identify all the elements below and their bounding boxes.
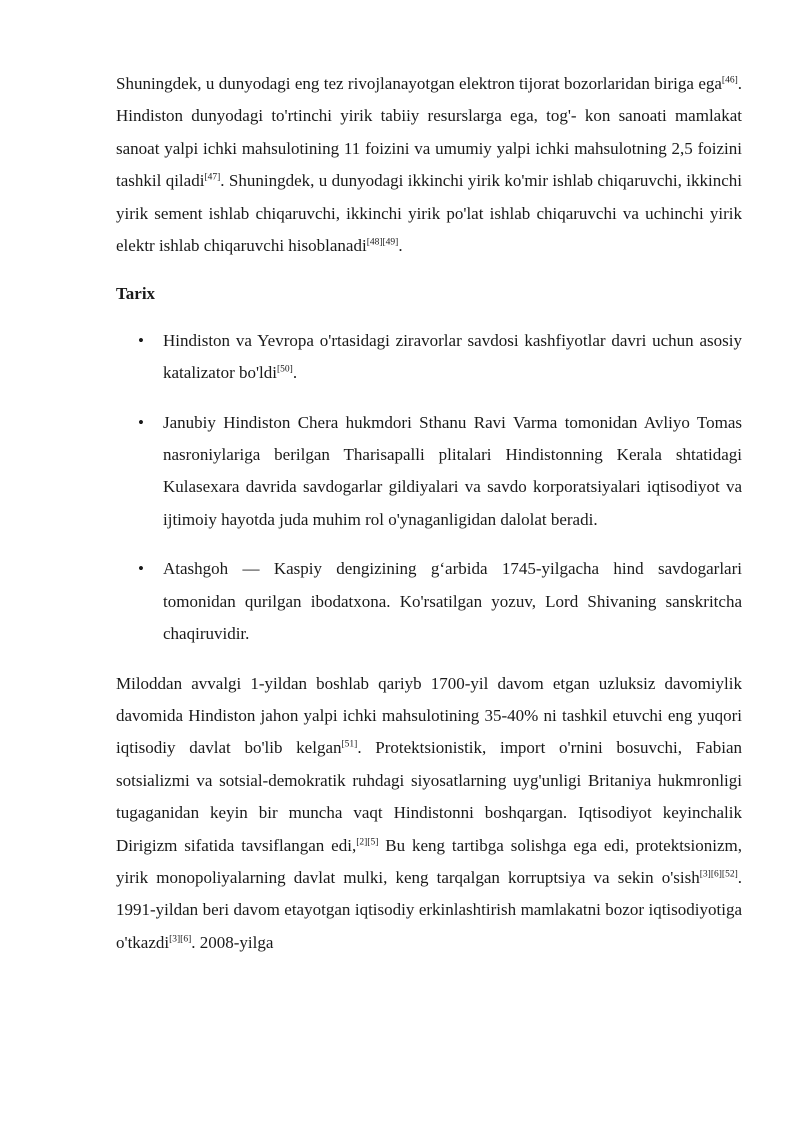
bullet-icon: • xyxy=(138,330,144,350)
bullet-icon: • xyxy=(138,559,144,579)
paragraph-economy-intro xyxy=(116,68,742,262)
citation-ref[interactable]: [50] xyxy=(277,364,293,375)
paragraph-text: . Hindiston dunyodagi to'rtinchi yirik tabiiy resurslarga ega, tog'- kon sanoati mamlakat sanoat yalpi ichki mahsulotining 11 foizini va umumiy yalpi ichki mahsulotning 2,5 foizini tashkil qiladi xyxy=(116,74,742,191)
paragraph-text: . Protektsionistik, import o'rnini bosuvchi, Fabian sotsializmi va sotsial-demokratik ruhdagi siyosatlarning uyg'unligi Britaniya hukmronligi tugaganidan keyin bir muncha vaqt Hindistonni boshqargan. Iqtisodiyot keyinchalik Dirigizm sifatida tavsiflangan edi, xyxy=(116,738,742,855)
document-page xyxy=(116,68,742,959)
paragraph-text: Miloddan avvalgi 1-yildan boshlab qariyb 1700-yil davom etgan uzluksiz davomiylik davomida Hindiston jahon yalpi ichki mahsulotining 35-40% ni tashkil etuvchi eng yuqori iqtisodiy davlat bo'lib kelgan xyxy=(116,673,742,758)
section-heading: Tarix xyxy=(116,284,156,304)
citation-ref[interactable]: [3][6] xyxy=(169,934,192,945)
paragraph-text: . 1991-yildan beri davom etayotgan iqtisodiy erkinlashtirish mamlakatni bozor iqtisodiyotiga o'tkazdi xyxy=(116,867,742,952)
list-item-text: Janubiy Hindiston Chera hukmdori Sthanu Ravi Varma tomonidan Avliyo Tomas nasroniylariga berilgan Tharisapalli plitalari Hindistonning Kerala shtatidagi Kulasexara davrida savdogarlar gildiyalari va savdo korporatsiyalari iqtisodiyot va ijtimoiy hayotda juda muhim rol o'ynaganligidan dalolat beradi. xyxy=(163,412,742,529)
paragraph-text: . xyxy=(398,236,403,256)
citation-ref[interactable]: [2][5] xyxy=(356,836,379,847)
bullet-icon: • xyxy=(138,412,144,432)
citation-ref[interactable]: [47] xyxy=(204,172,221,183)
list-item xyxy=(116,553,742,650)
paragraph-text: . 2008-yilga xyxy=(191,932,274,952)
paragraph-text: . Shuningdek, u dunyodagi ikkinchi yirik ko'mir ishlab chiqaruvchi, ikkinchi yirik sement ishlab chiqaruvchi, ikkinchi yirik po'lat ishlab chiqaruvchi va uchinchi yirik elektr ishlab chiqaruvchi hisoblanadi xyxy=(116,171,742,256)
citation-ref[interactable]: [46] xyxy=(721,75,738,86)
citation-ref[interactable]: [3][6][52] xyxy=(699,869,738,880)
bullet-list xyxy=(116,325,742,651)
list-item-text: Atashgoh — Kaspiy dengizining gʻarbida 1745-yilgacha hind savdogarlari tomonidan qurilgan ibodatxona. Ko'rsatilgan yozuv, Lord Shivaning sanskritcha chaqiruvidir. xyxy=(163,559,742,644)
citation-ref[interactable]: [48][49] xyxy=(366,237,399,248)
list-item xyxy=(116,407,742,537)
paragraph-text: Bu keng tartibga solishga ega edi, protektsionizm, yirik monopoliyalarning davlat mulki, keng tarqalgan korruptsiya va sekin o'sish xyxy=(116,835,742,887)
paragraph-economy-history xyxy=(116,668,742,960)
list-item-text: Hindiston va Yevropa o'rtasidagi ziravorlar savdosi kashfiyotlar davri uchun asosiy katalizator bo'ldi xyxy=(163,330,742,383)
list-item-text: . xyxy=(292,363,298,383)
citation-ref[interactable]: [51] xyxy=(341,739,358,750)
list-item xyxy=(116,325,742,390)
paragraph-text: Shuningdek, u dunyodagi eng tez rivojlanayotgan elektron tijorat bozorlaridan biriga ega xyxy=(116,74,722,93)
